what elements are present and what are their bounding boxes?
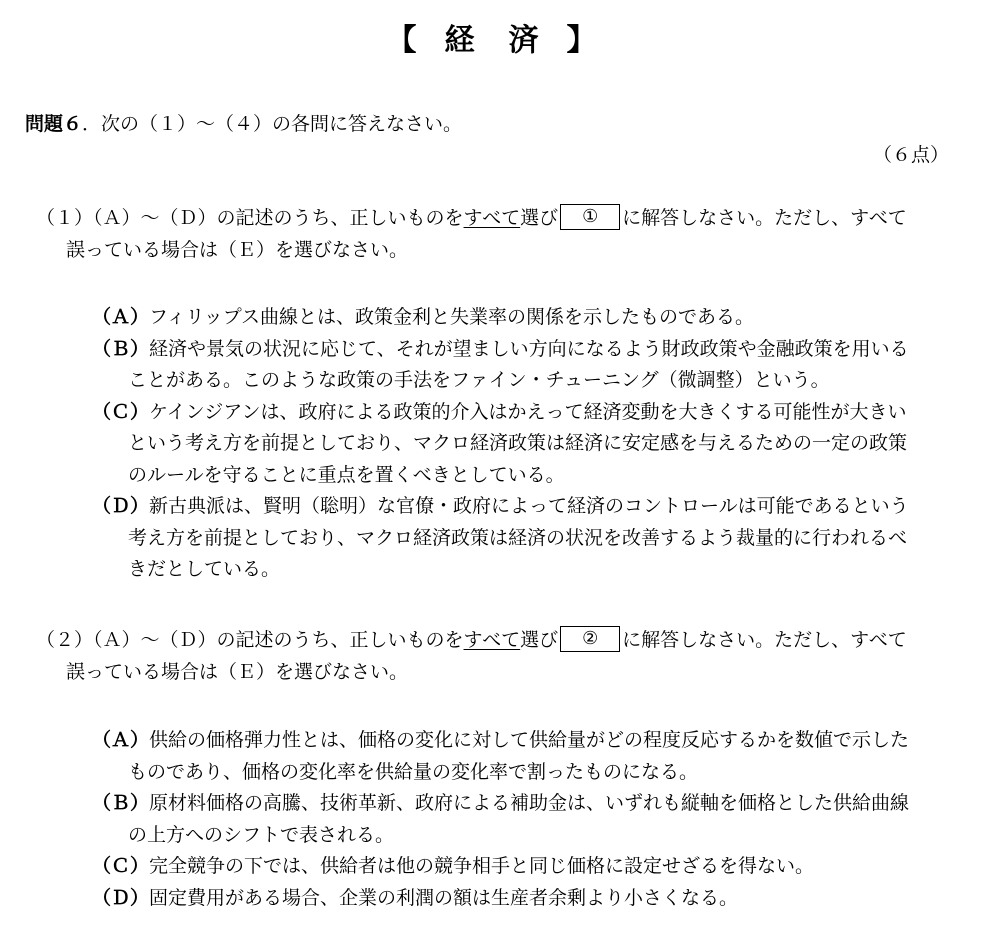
problem-heading [25, 110, 462, 138]
q2-option-a-line-1: 供給の価格弾力性とは、価格の変化に対して供給量がどの程度反応するかを数値で示した [149, 729, 910, 751]
q2-option-c-label: （Ｃ） [92, 855, 150, 877]
title-close-bracket: 】 [566, 23, 599, 58]
q1-option-c-line-3: のルールを守ることに重点を置くべきとしている。 [128, 463, 565, 486]
problem-label: 問題６ [25, 113, 83, 135]
question-1-text-mid: 選び [520, 207, 559, 229]
q1-option-d-line-1: 新古典派は、賢明（聡明）な官僚・政府によって経済のコントロールは可能であるという [149, 495, 909, 517]
q2-option-d [92, 883, 972, 915]
question-1-line-1 [36, 202, 964, 234]
q1-option-c-line-2: という考え方を前提としており、マクロ経済政策は経済に安定感を与えるための一定の政策 [128, 432, 908, 454]
q2-option-a [92, 725, 972, 788]
title-open-bracket: 【 [386, 23, 419, 58]
question-1-underlined: すべて [463, 207, 521, 229]
q2-option-c [92, 851, 972, 883]
question-2-text-post: に解答しなさい。ただし、すべて [622, 629, 907, 651]
q2-option-b-line-1: 原材料価格の高騰、技術革新、政府による補助金は、いずれも縦軸を価格とした供給曲線 [149, 792, 910, 814]
q1-option-d-label: （Ｄ） [92, 495, 150, 517]
q2-option-a-label: （Ａ） [92, 729, 150, 751]
q2-option-a-line-2: ものであり、価格の変化率を供給量の変化率で割ったものになる。 [128, 760, 699, 783]
section-title [0, 18, 985, 64]
q1-option-c-label: （Ｃ） [92, 400, 150, 423]
question-2-options [92, 725, 972, 914]
question-1 [36, 202, 964, 266]
q1-option-a [92, 302, 972, 334]
answer-box-1: ① [560, 204, 620, 230]
question-1-options [92, 302, 972, 586]
q1-option-a-label: （Ａ） [92, 306, 150, 328]
q2-option-b-label: （Ｂ） [92, 792, 150, 814]
q2-option-d-line-1: 固定費用がある場合、企業の利潤の額は生産者余剰より小さくなる。 [149, 886, 739, 909]
answer-box-2: ② [560, 626, 620, 652]
q1-option-d-line-2: 考え方を前提としており、マクロ経済政策は経済の状況を改善するよう裁量的に行われるべ [128, 526, 908, 549]
q1-option-c-line-1: ケインジアンは、政府による政策的介入はかえって経済変動を大きくする可能性が大きい [149, 400, 907, 423]
question-2-text-mid: 選び [520, 629, 559, 651]
problem-instruction: ．次の（１）～（４）の各問に答えなさい。 [82, 113, 463, 135]
q1-option-c [92, 397, 972, 492]
question-2-text-pre: （Ａ）～（Ｄ）の記述のうち、正しいものを [93, 629, 464, 651]
question-2-underlined: すべて [463, 629, 521, 651]
points-label: （６点） [872, 144, 949, 166]
q1-option-b-label: （Ｂ） [92, 337, 150, 360]
q1-option-b-line-2: ことがある。このような政策の手法をファイン・チューニング（微調整）という。 [128, 369, 830, 391]
question-2-line-2: 誤っている場合は（Ｅ）を選びなさい。 [66, 661, 409, 683]
q2-option-c-line-1: 完全競争の下では、供給者は他の競争相手と同じ価格に設定せざるを得ない。 [149, 855, 815, 877]
q1-option-b [92, 334, 972, 397]
question-1-line-2: 誤っている場合は（Ｅ）を選びなさい。 [66, 239, 409, 261]
q1-option-a-line-1: フィリップス曲線とは、政策金利と失業率の関係を示したものである。 [149, 306, 754, 328]
question-2 [36, 624, 964, 688]
q1-option-d [92, 491, 972, 586]
q1-option-d-line-3: きだとしている。 [128, 558, 281, 580]
title-text: 経 済 [444, 23, 541, 58]
q2-option-b [92, 788, 972, 851]
q2-option-d-label: （Ｄ） [92, 886, 150, 909]
question-1-text-pre: （Ａ）～（Ｄ）の記述のうち、正しいものを [93, 207, 464, 229]
q1-option-b-line-1: 経済や景気の状況に応じて、それが望ましい方向になるよう財政政策や金融政策を用いる [149, 337, 909, 360]
question-2-line-1 [36, 624, 964, 656]
q2-option-b-line-2: の上方へのシフトで表される。 [128, 823, 395, 846]
question-1-number: （１） [36, 207, 94, 229]
question-2-number: （２） [36, 629, 94, 651]
question-1-text-post: に解答しなさい。ただし、すべて [622, 207, 907, 229]
